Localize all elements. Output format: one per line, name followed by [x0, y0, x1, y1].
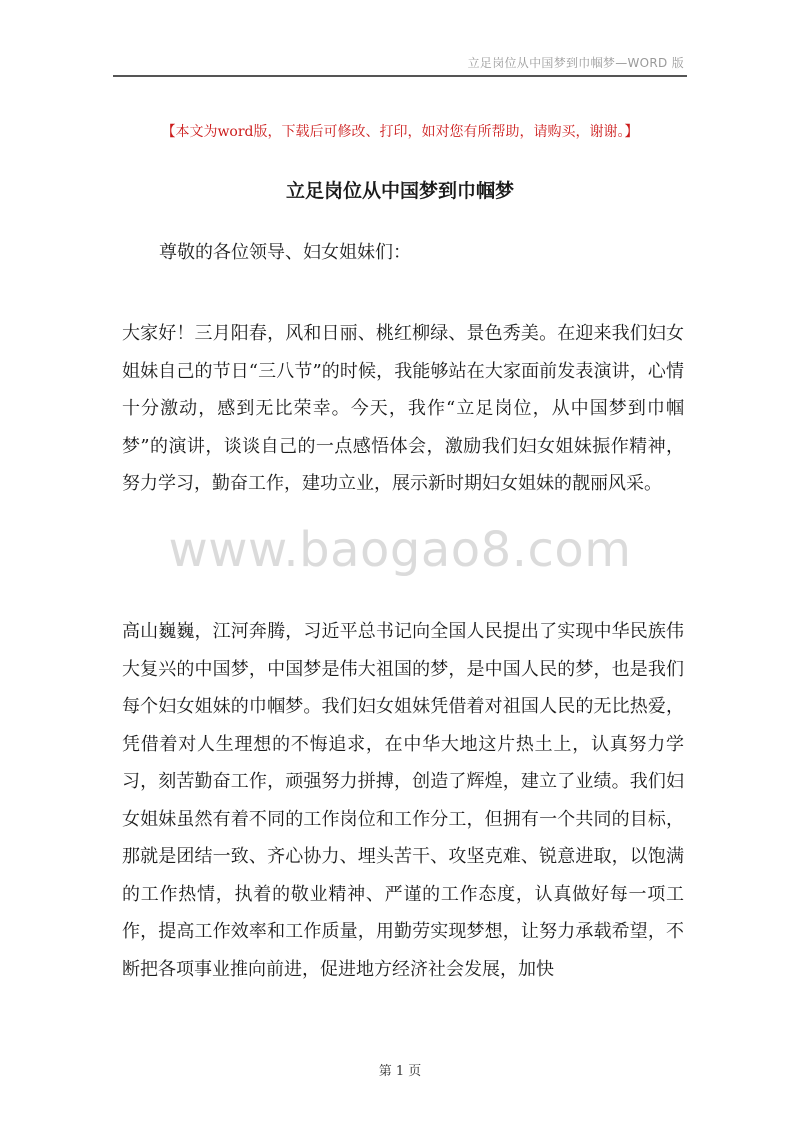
paragraph-1: 大家好！三月阳春，风和日丽、桃红柳绿、景色秀美。在迎来我们妇女姐妹自己的节日“三八节”的时候，我能够站在大家面前发表演讲，心情十分激动，感到无比荣幸。今天，我作“立足岗位，从中国梦到巾帼梦”的演讲，谈谈自己的一点感悟体会，激励我们妇女姐妹振作精神，努力学习，勤奋工作，建功立业，展示新时期妇女姐妹的靓丽风采。	[122, 323, 684, 494]
document-title: 立足岗位从中国梦到巾帼梦	[285, 180, 514, 202]
paragraph-2: 高山巍巍，江河奔腾，习近平总书记向全国人民提出了实现中华民族伟大复兴的中国梦，中国梦是伟大祖国的梦，是中国人民的梦，也是我们每个妇女姐妹的巾帼梦。我们妇女姐妹凭借着对祖国人民的无比热爱，凭借着对人生理想的不悔追求，在中华大地这片热土上，认真努力学习，刻苦勤奋工作，顽强努力拼搏，创造了辉煌，建立了业绩。我们妇女姐妹虽然有着不同的工作岗位和工作分工，但拥有一个共同的目标，那就是团结一致、齐心协力、埋头苦干、攻坚克难、锐意进取，以饱满的工作热情，执着的敬业精神、严谨的工作态度，认真做好每一项工作，提高工作效率和工作质量，用勤劳实现梦想，让努力承载希望，不断把各项事业推向前进，促进地方经济社会发展，加快	[122, 621, 684, 980]
salutation: 尊敬的各位领导、妇女姐妹们：	[159, 242, 411, 263]
watermark: www.baogao8.com	[168, 522, 632, 578]
running-header-title: 立足岗位从中国梦到巾帼梦—WORD 版	[467, 56, 684, 70]
header-divider	[113, 75, 687, 77]
purchase-notice: 【本文为word版，下载后可修改、打印，如对您有所帮助，请购买，谢谢。】	[161, 124, 639, 140]
page-number: 第 1 页	[378, 1064, 422, 1079]
